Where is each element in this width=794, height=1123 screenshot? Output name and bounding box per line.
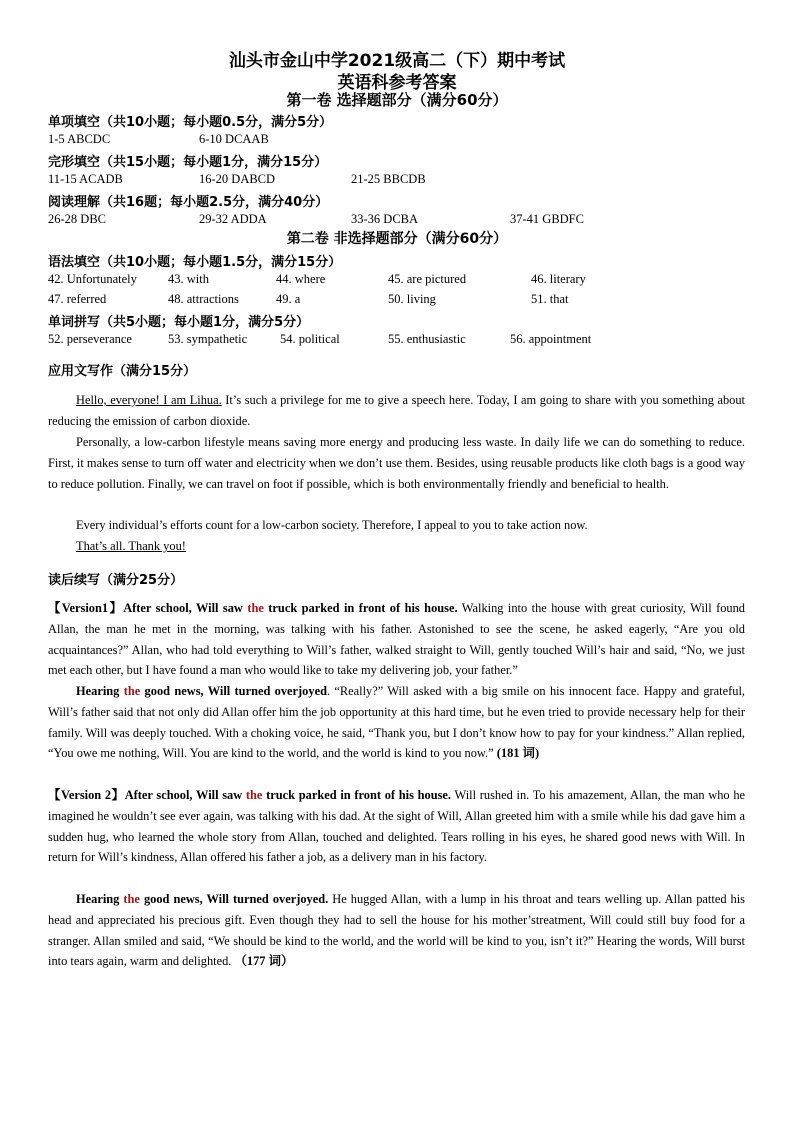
answer-group: 26-28 DBC [48, 212, 106, 226]
version1-paragraph1: 【Version1】After school, Will saw the truck parked in front of his house. Walking into the house with great curiosity, Will found Allan, the man he met in the morning, was talking with his father. Astonished to see the scene, he asked eagerly, “Are you old acquaintances?” Allan, who had told everything to Will’s father, walked straight to Will, gently touched Will’s hair and said, “No, we just met each other, but I have found a man who would like to take my delivering job, your father.” [48, 601, 746, 678]
section-grammar: 语法填空（共10小题；每小题1.5分，满分15分） [48, 255, 342, 270]
version1-paragraph2: Hearing the good news, Will turned overjoyed. “Really?” Will asked with a big smile on his innocent face. Happy and grateful, Will’s father said that not only did Allan offer him the job opportunity at this hard time, but he even tried to provide necessary help for their family. Will was deeply touched. With a choking voice, he said, “Thank you, but I don’t know how to pay for your kindness.” Allan replied, “You owe me nothing, Will. You are kind to the world, and the world is kind to you now.” (181 词) [48, 684, 745, 761]
answer-group: 21-25 BBCDB [351, 172, 426, 186]
answer-item: 44. where [276, 272, 326, 286]
section-single-choice: 单项填空（共10小题；每小题0.5分，满分5分） [48, 115, 333, 130]
answer-item: 48. attractions [168, 292, 239, 306]
answer-item: 51. that [531, 292, 569, 306]
exam-subtitle: 英语科参考答案 [337, 73, 457, 93]
word-count: （177 词） [234, 954, 294, 969]
answer-item: 53. sympathetic [168, 332, 248, 346]
section-continuation: 读后续写（满分25分） [48, 573, 184, 588]
writing-paragraph: Hello, everyone! I am Lihua. It’s such a privilege for me to give a speech here. Today, I am going to share with you something about reducing the emission of carbon dioxide. [48, 393, 745, 428]
section-cloze: 完形填空（共15小题；每小题1分，满分15分） [48, 155, 328, 170]
version2-paragraph1: 【Version 2】After school, Will saw the truck parked in front of his house. Will rushed in. To his amazement, Allan, the man who he imagined he wouldn’t see ever again, was talking with his dad. At the sight of Will, Allan greeted him with a smile while his dad gave him a sudden hug, who learned the whole story from Allan, touched and delighted. Tears rolling in his eyes, he shared good news with Will. In return for Will’s kindness, Allan offered his father a job, as a delivery man in his factory. [48, 788, 746, 865]
answer-item: 52. perseverance [48, 332, 132, 346]
answer-item: 47. referred [48, 292, 107, 306]
answer-group: 11-15 ACADB [48, 172, 123, 186]
section-spelling: 单词拼写（共5小题；每小题1分，满分5分） [48, 315, 310, 330]
answer-item: 46. literary [531, 272, 586, 286]
answer-item: 56. appointment [510, 332, 592, 346]
greeting-text: Hello, everyone! I am Lihua. [76, 393, 222, 407]
answer-item: 42. Unfortunately [48, 272, 137, 286]
answer-group: 6-10 DCAAB [199, 132, 269, 146]
exam-title: 汕头市金山中学2021级高二（下）期中考试 [228, 51, 566, 71]
writing-paragraph: Every individual’s efforts count for a low-carbon society. Therefore, I appeal to you to take action now. [76, 518, 588, 532]
answer-group: 29-32 ADDA [199, 212, 267, 226]
answer-item: 43. with [168, 272, 209, 286]
section-writing: 应用文写作（满分15分） [48, 364, 197, 379]
answer-group: 37-41 GBDFC [510, 212, 584, 226]
answer-item: 55. enthusiastic [388, 332, 466, 346]
part2-heading: 第二卷 非选择题部分（满分60分） [286, 231, 508, 247]
answer-item: 50. living [388, 292, 436, 306]
version2-paragraph2: Hearing the good news, Will turned overjoyed. He hugged Allan, with a lump in his throat and tears welling up. Allan patted his head and appreciated his precious gift. Even though they had to sell the house for his mother’streatment, Will could still buy food for a stranger. Allan smiled and said, “We should be kind to the world, and the world will be kind to you, isn’t it?” Hearing the words, Will burst into tears again, warm and delighted. （177 词） [48, 892, 745, 969]
answer-item: 49. a [276, 292, 301, 306]
version2-label: 【Version 2】 [48, 788, 125, 802]
answer-item: 54. political [280, 332, 340, 346]
answer-group: 16-20 DABCD [199, 172, 276, 186]
version1-label: 【Version1】 [48, 601, 124, 615]
word-count: (181 词) [496, 746, 540, 761]
answer-group: 1-5 ABCDC [48, 132, 111, 146]
writing-paragraph: Personally, a low-carbon lifestyle means saving more energy and producing less waste. In daily life we can do something to reduce. First, it makes sense to turn off water and electricity when we don’t use them. Besides, using reusable products like cloth bags is a good way to reduce pollution. Finally, we can travel on foot if possible, which is both environmentally friendly and beneficial to health. [48, 435, 745, 491]
section-reading: 阅读理解（共16题；每小题2.5分，满分40分） [48, 195, 329, 210]
answer-item: 45. are pictured [388, 272, 467, 286]
writing-closing: That’s all. Thank you! [76, 539, 186, 553]
answer-group: 33-36 DCBA [351, 212, 419, 226]
part1-heading: 第一卷 选择题部分（满分60分） [286, 91, 508, 109]
